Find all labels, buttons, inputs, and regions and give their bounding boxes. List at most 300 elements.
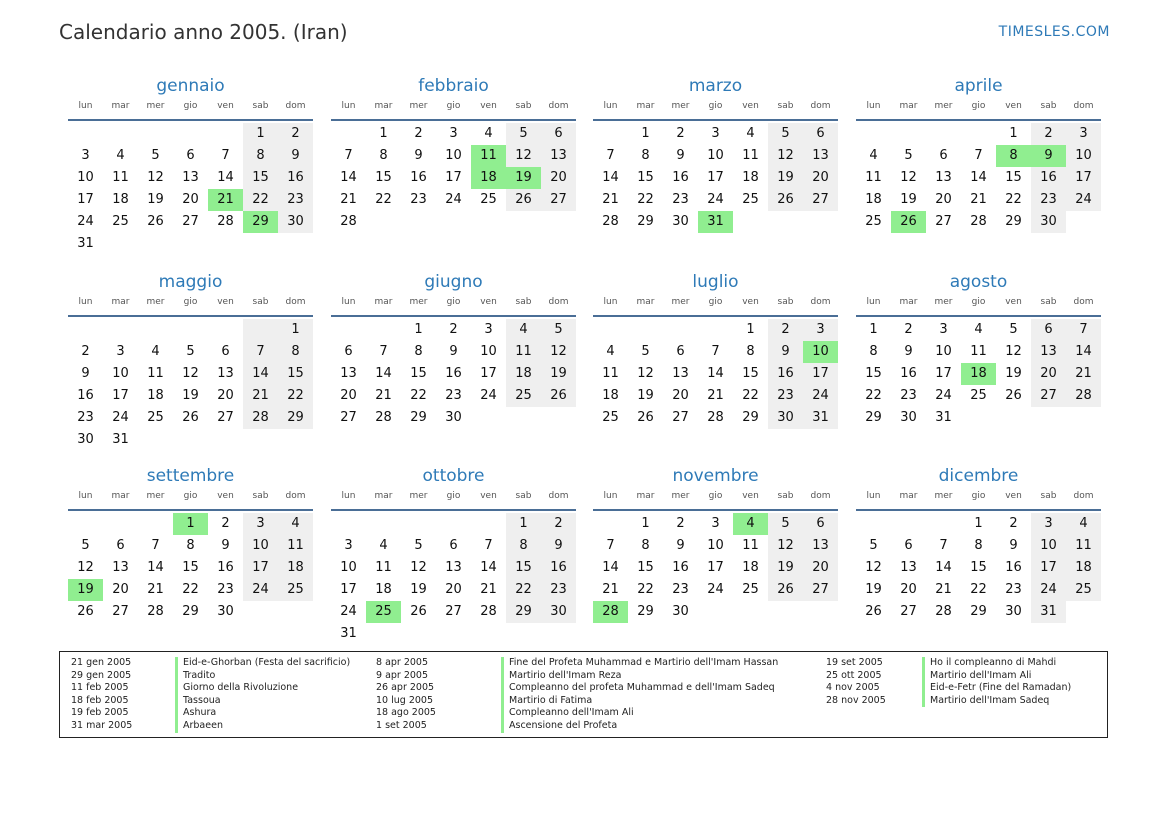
day-cell: 23 bbox=[541, 579, 576, 601]
weekday-label: gio bbox=[446, 297, 461, 307]
empty-cell bbox=[593, 123, 628, 145]
empty-cell bbox=[208, 123, 243, 145]
day-cell: 22 bbox=[506, 579, 541, 601]
day-cell: 20 bbox=[803, 557, 838, 579]
holiday-day-cell: 8 bbox=[996, 145, 1031, 167]
day-cell: 16 bbox=[1005, 560, 1022, 575]
day-grid bbox=[331, 513, 576, 645]
day-cell: 17 bbox=[112, 388, 129, 403]
day-cell: 22 bbox=[278, 385, 313, 407]
day-cell: 28 bbox=[707, 410, 724, 425]
day-cell: 4 bbox=[116, 148, 125, 163]
day-cell: 11 bbox=[147, 366, 164, 381]
day-cell: 29 bbox=[637, 214, 654, 229]
day-cell: 19 bbox=[147, 192, 164, 207]
day-cell: 12 bbox=[768, 145, 803, 167]
weekday-label: ven bbox=[742, 491, 759, 501]
day-cell: 16 bbox=[672, 170, 689, 185]
day-cell: 10 bbox=[1066, 145, 1101, 167]
day-cell: 4 bbox=[869, 148, 878, 163]
empty-cell bbox=[856, 123, 891, 145]
day-cell: 4 bbox=[1066, 513, 1101, 535]
day-cell: 29 bbox=[637, 604, 654, 619]
day-cell: 27 bbox=[445, 604, 462, 619]
legend-entry bbox=[376, 695, 778, 708]
day-cell: 9 bbox=[676, 148, 685, 163]
weekday-label: lun bbox=[341, 491, 356, 501]
legend-holiday-name: Tassoua bbox=[175, 695, 221, 708]
weekday-label: lun bbox=[78, 297, 93, 307]
day-cell: 17 bbox=[707, 560, 724, 575]
month-name: gennaio bbox=[156, 76, 225, 96]
weekday-label: dom bbox=[548, 491, 569, 501]
empty-cell bbox=[926, 123, 961, 145]
weekday-label: gio bbox=[708, 491, 723, 501]
weekday-header bbox=[856, 491, 1101, 511]
day-cell: 23 bbox=[1005, 582, 1022, 597]
day-cell: 11 bbox=[1066, 535, 1101, 557]
weekday-label: dom bbox=[548, 297, 569, 307]
empty-cell bbox=[208, 319, 243, 341]
day-cell: 27 bbox=[217, 410, 234, 425]
legend-holiday-name: Eid-e-Ghorban (Festa del sacrificio) bbox=[175, 657, 350, 670]
day-cell: 6 bbox=[541, 123, 576, 145]
weekday-header bbox=[593, 491, 838, 511]
day-cell: 17 bbox=[340, 582, 357, 597]
day-cell: 29 bbox=[742, 410, 759, 425]
day-cell: 2 bbox=[676, 516, 685, 531]
legend-date: 21 gen 2005 bbox=[71, 657, 132, 668]
weekday-label: sab bbox=[252, 297, 269, 307]
weekday-label: lun bbox=[603, 101, 618, 111]
day-cell: 30 bbox=[672, 214, 689, 229]
day-cell: 15 bbox=[865, 366, 882, 381]
legend-date: 31 mar 2005 bbox=[71, 719, 133, 731]
day-cell: 16 bbox=[768, 363, 803, 385]
day-cell: 21 bbox=[1066, 363, 1101, 385]
day-cell: 8 bbox=[414, 344, 423, 359]
day-cell: 8 bbox=[243, 145, 278, 167]
day-cell: 17 bbox=[707, 170, 724, 185]
weekday-label: dom bbox=[810, 101, 831, 111]
day-cell: 21 bbox=[602, 582, 619, 597]
holiday-day-cell: 10 bbox=[803, 341, 838, 363]
weekday-label: sab bbox=[515, 297, 532, 307]
day-cell: 31 bbox=[803, 407, 838, 429]
day-cell: 29 bbox=[182, 604, 199, 619]
day-cell: 30 bbox=[1031, 211, 1066, 233]
day-cell: 8 bbox=[278, 341, 313, 363]
day-cell: 14 bbox=[480, 560, 497, 575]
day-cell: 27 bbox=[340, 410, 357, 425]
day-cell: 15 bbox=[375, 170, 392, 185]
day-cell: 14 bbox=[375, 366, 392, 381]
day-grid bbox=[331, 319, 576, 429]
day-cell: 2 bbox=[278, 123, 313, 145]
day-cell: 28 bbox=[375, 410, 392, 425]
day-cell: 12 bbox=[506, 145, 541, 167]
weekday-header bbox=[593, 101, 838, 121]
day-cell: 12 bbox=[1005, 344, 1022, 359]
day-cell: 11 bbox=[506, 341, 541, 363]
weekday-label: gio bbox=[708, 101, 723, 111]
day-cell: 19 bbox=[541, 363, 576, 385]
day-cell: 14 bbox=[707, 366, 724, 381]
day-cell: 5 bbox=[541, 319, 576, 341]
weekday-label: ven bbox=[1005, 101, 1022, 111]
day-cell: 10 bbox=[707, 538, 724, 553]
day-cell: 24 bbox=[707, 582, 724, 597]
month-name: novembre bbox=[672, 466, 759, 486]
day-cell: 28 bbox=[602, 214, 619, 229]
day-cell: 17 bbox=[480, 366, 497, 381]
day-cell: 1 bbox=[379, 126, 388, 141]
day-cell: 4 bbox=[278, 513, 313, 535]
day-grid bbox=[331, 123, 576, 233]
day-cell: 24 bbox=[803, 385, 838, 407]
day-cell: 17 bbox=[445, 170, 462, 185]
day-cell: 20 bbox=[900, 582, 917, 597]
day-cell: 28 bbox=[147, 604, 164, 619]
weekday-header bbox=[856, 101, 1101, 121]
day-cell: 1 bbox=[746, 322, 755, 337]
empty-cell bbox=[628, 319, 663, 341]
weekday-label: gio bbox=[183, 297, 198, 307]
day-cell: 3 bbox=[344, 538, 353, 553]
day-cell: 17 bbox=[77, 192, 94, 207]
day-cell: 17 bbox=[803, 363, 838, 385]
empty-cell bbox=[366, 319, 401, 341]
day-cell: 18 bbox=[742, 560, 759, 575]
month-dicembre bbox=[856, 465, 1101, 623]
day-cell: 31 bbox=[935, 410, 952, 425]
day-cell: 19 bbox=[768, 557, 803, 579]
day-cell: 13 bbox=[935, 170, 952, 185]
month-novembre bbox=[593, 465, 838, 623]
day-cell: 24 bbox=[445, 192, 462, 207]
day-cell: 7 bbox=[939, 538, 948, 553]
month-gennaio bbox=[68, 75, 313, 255]
day-cell: 22 bbox=[637, 582, 654, 597]
day-grid bbox=[593, 513, 838, 623]
day-cell: 25 bbox=[112, 214, 129, 229]
day-cell: 31 bbox=[1031, 601, 1066, 623]
day-cell: 25 bbox=[1066, 579, 1101, 601]
day-cell: 24 bbox=[1066, 189, 1101, 211]
weekday-label: mar bbox=[111, 101, 130, 111]
empty-cell bbox=[331, 319, 366, 341]
weekday-label: mer bbox=[671, 101, 690, 111]
weekday-label: ven bbox=[480, 297, 497, 307]
day-cell: 20 bbox=[182, 192, 199, 207]
month-name: luglio bbox=[692, 272, 739, 292]
weekday-label: lun bbox=[78, 491, 93, 501]
day-cell: 3 bbox=[1031, 513, 1066, 535]
day-cell: 28 bbox=[1066, 385, 1101, 407]
day-cell: 23 bbox=[445, 388, 462, 403]
day-cell: 16 bbox=[900, 366, 917, 381]
day-cell: 13 bbox=[112, 560, 129, 575]
day-cell: 15 bbox=[742, 366, 759, 381]
weekday-label: sab bbox=[515, 491, 532, 501]
day-cell: 9 bbox=[414, 148, 423, 163]
empty-cell bbox=[856, 513, 891, 535]
day-cell: 9 bbox=[221, 538, 230, 553]
day-cell: 10 bbox=[707, 148, 724, 163]
day-cell: 14 bbox=[340, 170, 357, 185]
day-cell: 5 bbox=[151, 148, 160, 163]
legend-date: 26 apr 2005 bbox=[376, 682, 435, 694]
day-cell: 23 bbox=[768, 385, 803, 407]
holiday-day-cell: 18 bbox=[471, 167, 506, 189]
empty-cell bbox=[891, 513, 926, 535]
day-grid bbox=[593, 123, 838, 233]
legend-entry bbox=[826, 695, 1071, 708]
day-cell: 19 bbox=[865, 582, 882, 597]
day-cell: 27 bbox=[541, 189, 576, 211]
month-name: aprile bbox=[954, 76, 1003, 96]
day-cell: 29 bbox=[865, 410, 882, 425]
legend-holiday-name: Ho il compleanno di Mahdi bbox=[922, 657, 1056, 670]
day-cell: 7 bbox=[974, 148, 983, 163]
day-cell: 11 bbox=[112, 170, 129, 185]
day-cell: 4 bbox=[506, 319, 541, 341]
day-cell: 6 bbox=[116, 538, 125, 553]
weekday-label: sab bbox=[1040, 101, 1057, 111]
day-cell: 3 bbox=[939, 322, 948, 337]
day-cell: 8 bbox=[506, 535, 541, 557]
day-cell: 6 bbox=[221, 344, 230, 359]
legend-entry bbox=[71, 720, 350, 733]
day-cell: 3 bbox=[711, 516, 720, 531]
day-grid bbox=[68, 319, 313, 451]
day-cell: 3 bbox=[81, 148, 90, 163]
day-cell: 25 bbox=[278, 579, 313, 601]
legend-entry bbox=[826, 657, 1071, 670]
day-cell: 10 bbox=[340, 560, 357, 575]
weekday-header bbox=[68, 101, 313, 121]
day-cell: 24 bbox=[243, 579, 278, 601]
weekday-label: lun bbox=[866, 101, 881, 111]
day-cell: 17 bbox=[1031, 557, 1066, 579]
empty-cell bbox=[698, 319, 733, 341]
day-cell: 5 bbox=[186, 344, 195, 359]
day-cell: 1 bbox=[869, 322, 878, 337]
day-cell: 18 bbox=[112, 192, 129, 207]
day-cell: 2 bbox=[676, 126, 685, 141]
legend-date: 25 ott 2005 bbox=[826, 669, 882, 681]
weekday-label: gio bbox=[446, 101, 461, 111]
weekday-label: lun bbox=[603, 491, 618, 501]
day-cell: 7 bbox=[379, 344, 388, 359]
day-cell: 21 bbox=[243, 385, 278, 407]
day-cell: 21 bbox=[707, 388, 724, 403]
holiday-day-cell: 25 bbox=[366, 601, 401, 623]
day-cell: 16 bbox=[77, 388, 94, 403]
day-cell: 13 bbox=[803, 145, 838, 167]
day-cell: 9 bbox=[1009, 538, 1018, 553]
legend-holiday-name: Martirio dell'Imam Sadeq bbox=[922, 695, 1049, 708]
empty-cell bbox=[366, 513, 401, 535]
empty-cell bbox=[138, 319, 173, 341]
day-cell: 30 bbox=[541, 601, 576, 623]
weekday-label: mer bbox=[146, 491, 165, 501]
holiday-day-cell: 9 bbox=[1031, 145, 1066, 167]
holiday-day-cell: 31 bbox=[698, 211, 733, 233]
day-cell: 15 bbox=[506, 557, 541, 579]
weekday-label: lun bbox=[341, 101, 356, 111]
day-cell: 15 bbox=[637, 170, 654, 185]
weekday-label: ven bbox=[1005, 297, 1022, 307]
empty-cell bbox=[891, 123, 926, 145]
legend-entry bbox=[71, 695, 350, 708]
holiday-day-cell: 19 bbox=[68, 579, 103, 601]
day-cell: 23 bbox=[278, 189, 313, 211]
day-cell: 4 bbox=[379, 538, 388, 553]
legend-entry bbox=[826, 682, 1071, 695]
day-cell: 6 bbox=[803, 513, 838, 535]
day-cell: 1 bbox=[974, 516, 983, 531]
day-cell: 28 bbox=[480, 604, 497, 619]
weekday-label: ven bbox=[217, 101, 234, 111]
day-cell: 21 bbox=[375, 388, 392, 403]
day-cell: 26 bbox=[541, 385, 576, 407]
legend-entry bbox=[71, 670, 350, 683]
legend-date: 1 set 2005 bbox=[376, 719, 427, 731]
day-cell: 29 bbox=[278, 407, 313, 429]
day-cell: 5 bbox=[869, 538, 878, 553]
legend-entry bbox=[376, 720, 778, 733]
holiday-day-cell: 19 bbox=[506, 167, 541, 189]
day-cell: 22 bbox=[637, 192, 654, 207]
day-cell: 10 bbox=[935, 344, 952, 359]
month-settembre bbox=[68, 465, 313, 623]
day-cell: 20 bbox=[541, 167, 576, 189]
empty-cell bbox=[173, 319, 208, 341]
weekday-label: mar bbox=[899, 297, 918, 307]
day-cell: 22 bbox=[970, 582, 987, 597]
day-cell: 20 bbox=[1031, 363, 1066, 385]
day-cell: 3 bbox=[711, 126, 720, 141]
legend-entry bbox=[376, 682, 778, 695]
day-cell: 21 bbox=[340, 192, 357, 207]
day-cell: 5 bbox=[904, 148, 913, 163]
month-name: giugno bbox=[424, 272, 483, 292]
day-cell: 22 bbox=[1005, 192, 1022, 207]
day-cell: 5 bbox=[641, 344, 650, 359]
empty-cell bbox=[173, 123, 208, 145]
empty-cell bbox=[138, 123, 173, 145]
day-cell: 21 bbox=[935, 582, 952, 597]
day-cell: 13 bbox=[803, 535, 838, 557]
weekday-label: ven bbox=[1005, 491, 1022, 501]
day-cell: 26 bbox=[182, 410, 199, 425]
day-cell: 16 bbox=[541, 557, 576, 579]
day-cell: 30 bbox=[768, 407, 803, 429]
holiday-day-cell: 26 bbox=[891, 211, 926, 233]
weekday-label: ven bbox=[480, 101, 497, 111]
day-cell: 8 bbox=[869, 344, 878, 359]
day-cell: 6 bbox=[803, 123, 838, 145]
day-grid bbox=[68, 513, 313, 623]
day-cell: 13 bbox=[340, 366, 357, 381]
weekday-label: mar bbox=[636, 491, 655, 501]
empty-cell bbox=[593, 513, 628, 535]
legend-holiday-name: Ashura bbox=[175, 707, 216, 720]
weekday-label: mar bbox=[636, 297, 655, 307]
legend-date: 19 feb 2005 bbox=[71, 707, 129, 719]
legend-entry bbox=[71, 657, 350, 670]
day-cell: 17 bbox=[1066, 167, 1101, 189]
day-cell: 13 bbox=[217, 366, 234, 381]
day-cell: 6 bbox=[344, 344, 353, 359]
day-cell: 29 bbox=[970, 604, 987, 619]
day-cell: 12 bbox=[182, 366, 199, 381]
day-cell: 31 bbox=[340, 626, 357, 641]
day-cell: 27 bbox=[935, 214, 952, 229]
month-name: agosto bbox=[949, 272, 1008, 292]
day-cell: 30 bbox=[1005, 604, 1022, 619]
day-cell: 1 bbox=[1009, 126, 1018, 141]
month-agosto bbox=[856, 271, 1101, 429]
day-cell: 10 bbox=[112, 366, 129, 381]
day-cell: 16 bbox=[410, 170, 427, 185]
day-cell: 20 bbox=[803, 167, 838, 189]
holiday-day-cell: 1 bbox=[173, 513, 208, 535]
day-cell: 7 bbox=[606, 538, 615, 553]
weekday-label: gio bbox=[183, 101, 198, 111]
day-cell: 12 bbox=[637, 366, 654, 381]
day-cell: 23 bbox=[672, 582, 689, 597]
weekday-label: mer bbox=[671, 297, 690, 307]
day-cell: 8 bbox=[186, 538, 195, 553]
day-cell: 8 bbox=[641, 148, 650, 163]
day-cell: 2 bbox=[768, 319, 803, 341]
weekday-label: ven bbox=[480, 491, 497, 501]
day-cell: 3 bbox=[1066, 123, 1101, 145]
day-cell: 18 bbox=[602, 388, 619, 403]
day-cell: 18 bbox=[278, 557, 313, 579]
day-cell: 12 bbox=[900, 170, 917, 185]
day-cell: 7 bbox=[151, 538, 160, 553]
day-cell: 2 bbox=[1009, 516, 1018, 531]
day-grid bbox=[856, 319, 1101, 429]
day-cell: 9 bbox=[768, 341, 803, 363]
weekday-label: mar bbox=[636, 101, 655, 111]
day-cell: 23 bbox=[77, 410, 94, 425]
legend-column-1 bbox=[71, 657, 350, 733]
weekday-label: mer bbox=[671, 491, 690, 501]
month-maggio bbox=[68, 271, 313, 451]
day-cell: 16 bbox=[278, 167, 313, 189]
day-cell: 12 bbox=[147, 170, 164, 185]
month-name: marzo bbox=[688, 76, 743, 96]
day-cell: 2 bbox=[221, 516, 230, 531]
legend-holiday-name: Martirio dell'Imam Ali bbox=[922, 670, 1031, 683]
day-cell: 8 bbox=[641, 538, 650, 553]
day-cell: 27 bbox=[1031, 385, 1066, 407]
brand-link[interactable]: TIMESLES.COM bbox=[998, 24, 1110, 40]
legend-entry bbox=[376, 670, 778, 683]
day-cell: 5 bbox=[506, 123, 541, 145]
day-cell: 2 bbox=[1031, 123, 1066, 145]
day-cell: 7 bbox=[484, 538, 493, 553]
day-cell: 25 bbox=[742, 582, 759, 597]
weekday-label: lun bbox=[341, 297, 356, 307]
day-cell: 11 bbox=[602, 366, 619, 381]
day-cell: 7 bbox=[711, 344, 720, 359]
weekday-label: dom bbox=[285, 101, 306, 111]
